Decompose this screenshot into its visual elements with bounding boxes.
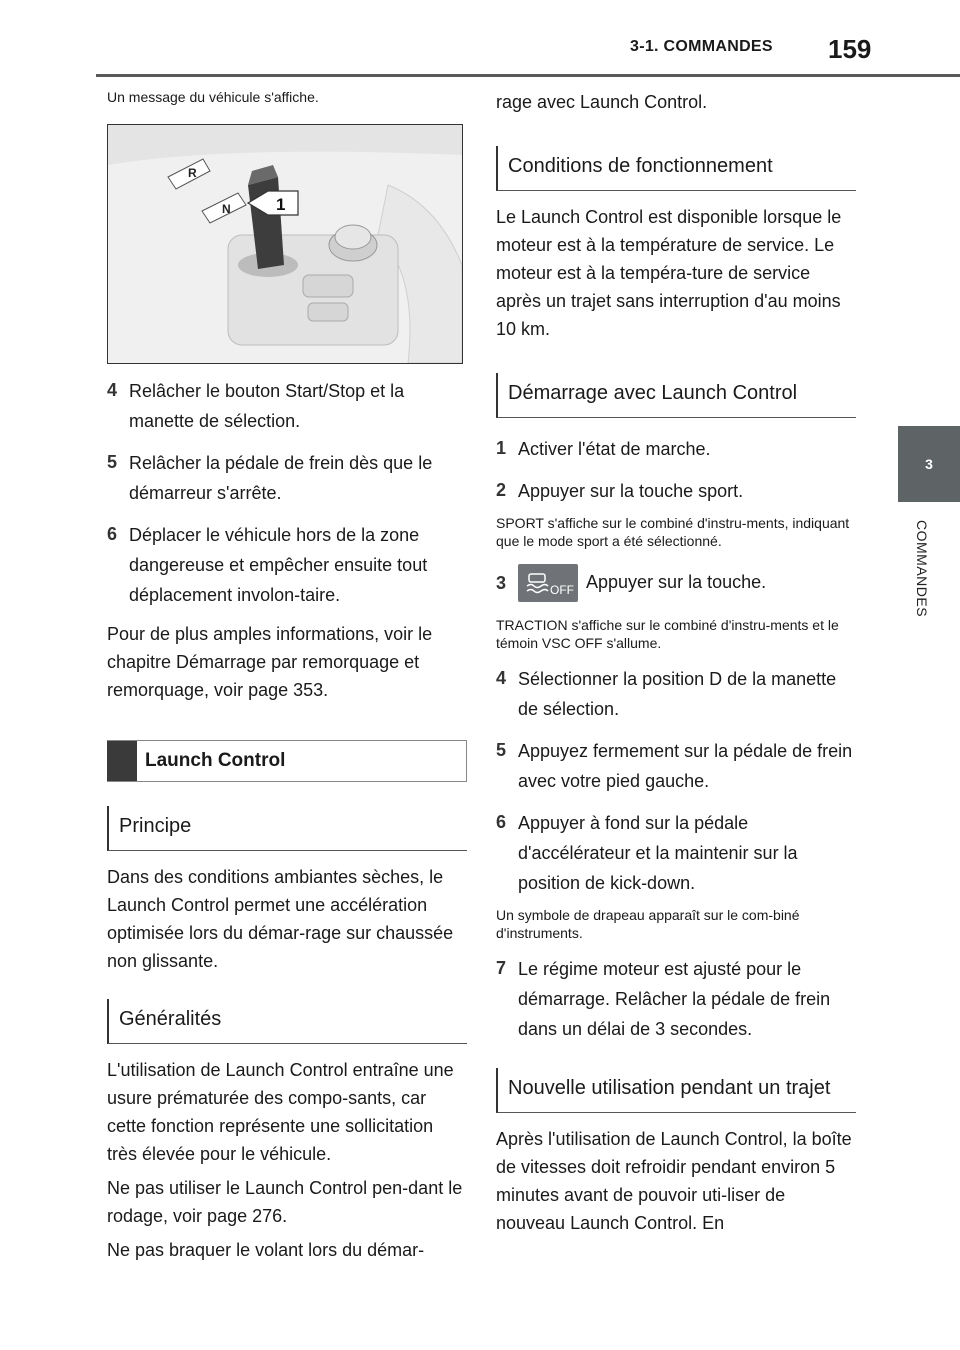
step-text: Relâcher le bouton Start/Stop et la manette de sélection. — [129, 381, 405, 431]
step-text: Activer l'état de marche. — [518, 439, 711, 459]
car-skid-icon — [522, 568, 552, 598]
step-7 — [496, 954, 856, 1044]
conditions-text: Le Launch Control est disponible lorsque le moteur est à la température de service. Le moteur est à la tempéra-ture de service après un trajet sans interruption d'au moins 10 km. — [496, 207, 842, 339]
step-2 — [496, 476, 856, 506]
right-column — [496, 88, 856, 1237]
step-1 — [496, 434, 856, 464]
step-5 — [496, 736, 856, 796]
generalites-text-3: Ne pas braquer le volant lors du démar- — [107, 1240, 425, 1260]
step-text — [518, 564, 856, 602]
step-text: Appuyer sur la touche sport. — [518, 481, 744, 501]
nouvelle-utilisation-text: Après l'utilisation de Launch Control, la boîte de vitesses doit refroidir pendant environ 5 minutes avant de pouvoir uti-liser de nouveau Launch Control. En — [496, 1129, 852, 1233]
more-info-text: Pour de plus amples informations, voir le chapitre Démarrage par remorquage et remorquage, voir page 353. — [107, 624, 433, 700]
principe-heading: Principe — [107, 806, 467, 851]
step-3 — [496, 564, 856, 602]
intro-text: Un message du véhicule s'affiche. — [107, 89, 319, 105]
launch-control-title: Launch Control — [145, 750, 286, 771]
step-6 — [107, 520, 467, 610]
demarrage-heading: Démarrage avec Launch Control — [496, 373, 856, 418]
step-number: 4 — [496, 668, 507, 688]
chapter-tab-label: COMMANDES — [914, 520, 930, 618]
step-number: 4 — [107, 380, 118, 400]
generalites-text-2: Ne pas utiliser le Launch Control pen-dant le rodage, voir page 276. — [107, 1178, 463, 1226]
page-number: 159 — [828, 34, 872, 64]
step-number: 5 — [107, 452, 118, 472]
gear-selector-figure — [107, 124, 463, 364]
step-5 — [107, 448, 467, 508]
off-label: OFF — [550, 583, 574, 597]
step-text: Appuyez fermement sur la pédale de frein avec votre pied gauche. — [518, 741, 853, 791]
left-column — [107, 88, 467, 1264]
step-3-text: Appuyer sur la touche. — [586, 571, 767, 592]
sport-note: SPORT s'affiche sur le combiné d'instru-ments, indiquant que le mode sport a été sélectionné. — [496, 515, 850, 549]
step-number: 3 — [496, 573, 507, 593]
step-number: 6 — [496, 812, 507, 832]
gear-n-label: N — [222, 202, 231, 216]
step-number: 7 — [496, 958, 507, 978]
step-number: 1 — [496, 438, 507, 458]
step-4 — [107, 376, 467, 436]
step-text: Sélectionner la position D de la manette de sélection. — [518, 669, 837, 719]
nouvelle-utilisation-heading: Nouvelle utilisation pendant un trajet — [496, 1068, 856, 1113]
traction-off-button[interactable] — [518, 564, 578, 602]
traction-note: TRACTION s'affiche sur le combiné d'instru-ments et le témoin VSC OFF s'allume. — [496, 617, 839, 651]
step-text: Déplacer le véhicule hors de la zone dangereuse et empêcher ensuite tout déplacement involon-taire. — [129, 525, 428, 605]
continuation-text: rage avec Launch Control. — [496, 92, 708, 112]
flag-note: Un symbole de drapeau apparaît sur le com-biné d'instruments. — [496, 907, 800, 941]
step-text: Relâcher la pédale de frein dès que le démarreur s'arrête. — [129, 453, 433, 503]
launch-control-heading — [107, 740, 467, 782]
chapter-tab[interactable]: 3 — [898, 426, 960, 502]
step-text: Appuyer à fond sur la pédale d'accélérateur et la maintenir sur la position de kick-down. — [518, 813, 798, 893]
step-number: 2 — [496, 480, 507, 500]
generalites-heading: Généralités — [107, 999, 467, 1044]
step-6 — [496, 808, 856, 898]
step-number: 6 — [107, 524, 118, 544]
step-number: 5 — [496, 740, 507, 760]
section-title: 3-1. COMMANDES — [630, 38, 773, 55]
principe-text: Dans des conditions ambiantes sèches, le Launch Control permet une accélération optimisée lors du démar-rage sur chaussée non glissante. — [107, 867, 454, 971]
gear-selector-illustration — [108, 125, 462, 363]
conditions-heading: Conditions de fonctionnement — [496, 146, 856, 191]
heading-bar — [107, 741, 137, 781]
figure-callout: 1 — [276, 195, 286, 214]
step-text: Le régime moteur est ajusté pour le démarrage. Relâcher la pédale de frein dans un délai de 3 secondes. — [518, 959, 831, 1039]
step-4 — [496, 664, 856, 724]
header-divider — [96, 74, 960, 77]
gear-r-label: R — [188, 166, 197, 180]
generalites-text-1: L'utilisation de Launch Control entraîne une usure prématurée des compo-sants, car cette fonction représente une sollicitation très élevée pour le véhicule. — [107, 1060, 454, 1164]
